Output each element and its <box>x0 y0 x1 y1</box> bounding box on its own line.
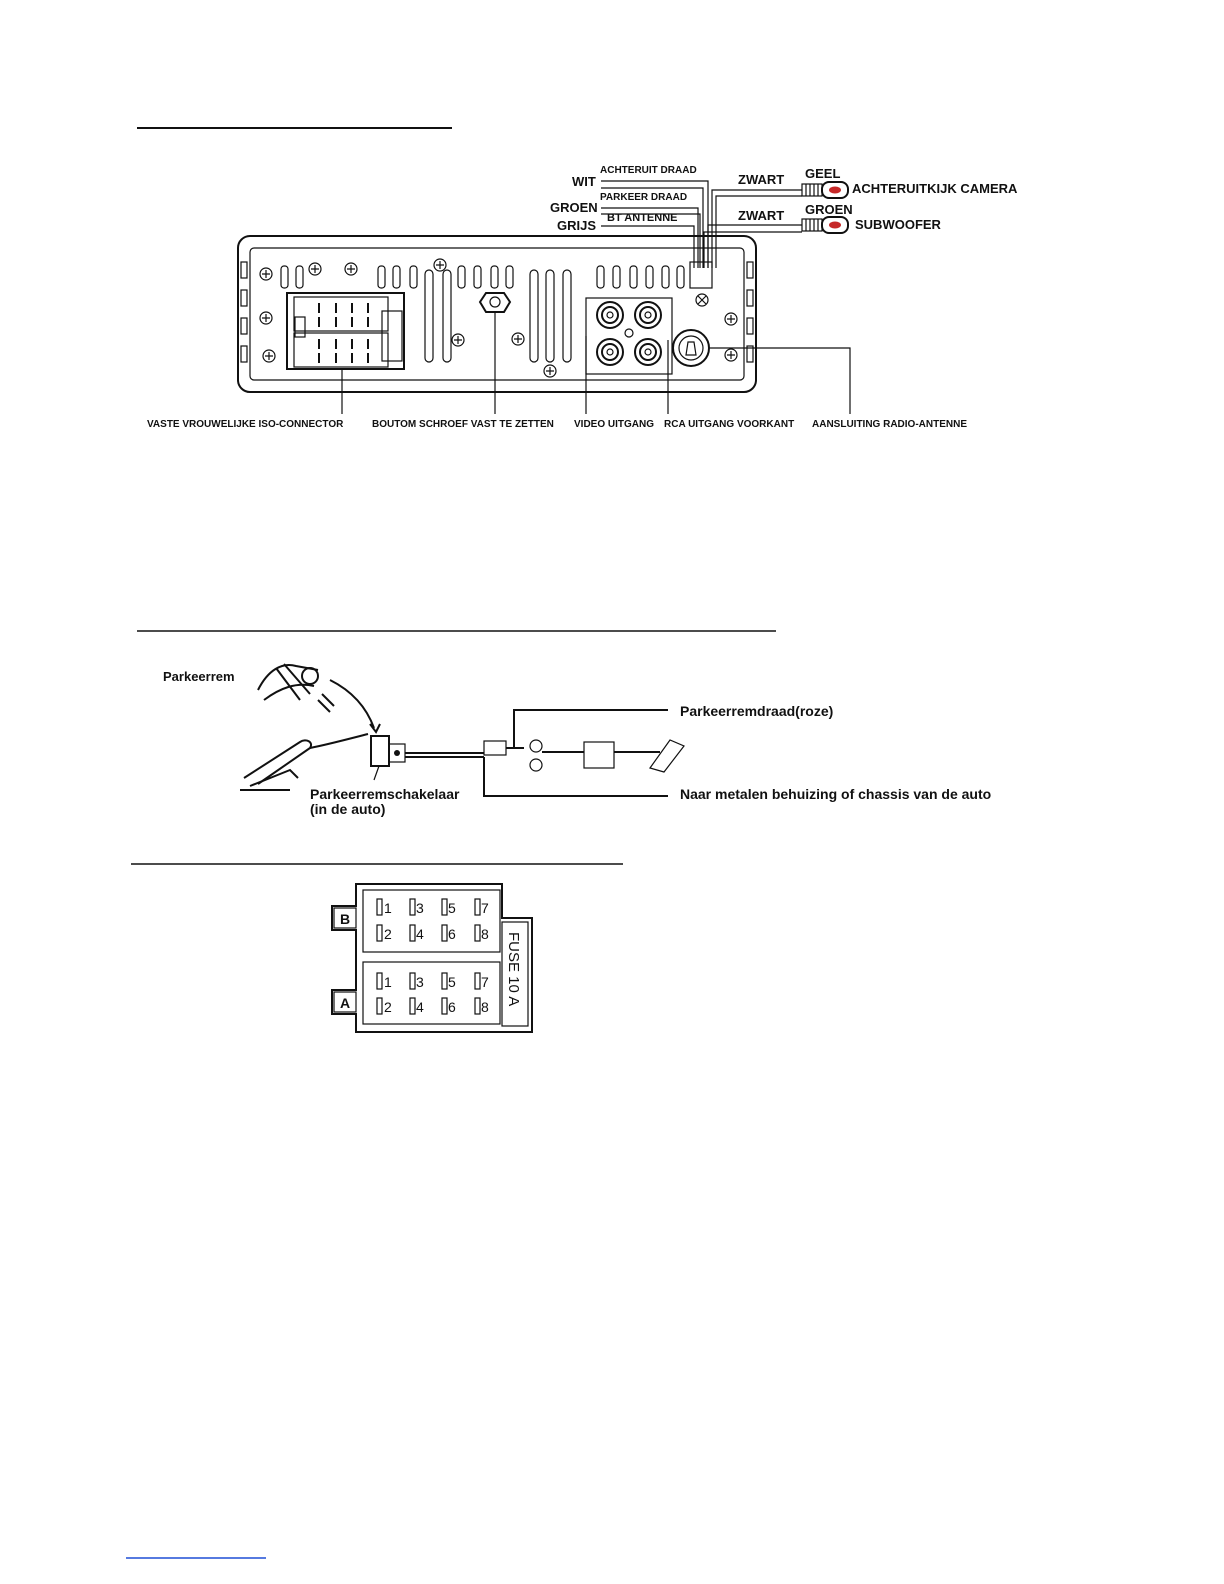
label-antenna: AANSLUITING RADIO-ANTENNE <box>812 419 967 430</box>
label-grijs: GRIJS <box>557 218 597 233</box>
pin-a4: 4 <box>416 999 424 1015</box>
pin-b4: 4 <box>416 926 424 942</box>
pin-b2: 2 <box>384 926 392 942</box>
pin-slots <box>377 899 480 1014</box>
iso-connector <box>287 293 404 369</box>
pin-a1: 1 <box>384 974 392 990</box>
pin-a3: 3 <box>416 974 424 990</box>
pin-b6: 6 <box>448 926 456 942</box>
brake-pedal-illustration <box>258 664 380 732</box>
radio-rear-panel <box>238 236 756 392</box>
brake-wiring <box>405 710 684 796</box>
label-parkeer-draad: PARKEER DRAAD <box>600 192 688 203</box>
label-geel: GEEL <box>805 166 841 181</box>
pin-a7: 7 <box>481 974 489 990</box>
pin-b8: 8 <box>481 926 489 942</box>
label-rca-output: RCA UITGANG VOORKANT <box>664 419 795 430</box>
label-fuse: FUSE 10 A <box>505 932 522 1007</box>
label-chassis: Naar metalen behuizing of chassis van de auto <box>680 786 992 802</box>
label-connector-a: A <box>340 995 351 1011</box>
label-screw: BOUTOM SCHROEF VAST TE ZETTEN <box>372 419 554 430</box>
label-video-output: VIDEO UITGANG <box>574 419 655 430</box>
wire-bundle-exit <box>690 262 712 288</box>
pin-b5: 5 <box>448 900 456 916</box>
pin-a6: 6 <box>448 999 456 1015</box>
label-subwoofer: SUBWOOFER <box>855 217 941 232</box>
label-zwart-bottom: ZWART <box>738 208 785 223</box>
label-connector-b: B <box>340 911 351 927</box>
label-achteruit-draad: ACHTERUIT DRAAD <box>600 165 697 176</box>
handbrake-illustration <box>240 734 368 790</box>
pin-b3: 3 <box>416 900 424 916</box>
label-switch-line2: (in de auto) <box>310 801 386 817</box>
pin-a2: 2 <box>384 999 392 1015</box>
pin-a8: 8 <box>481 999 489 1015</box>
mounting-bolt <box>480 293 510 312</box>
label-groen-rca: GROEN <box>805 202 853 217</box>
pin-a5: 5 <box>448 974 456 990</box>
iso-pinout-diagram <box>332 884 532 1032</box>
label-wit: WIT <box>572 174 596 189</box>
rca-plug-subwoofer <box>802 217 848 233</box>
label-parkeerrem: Parkeerrem <box>163 669 235 684</box>
label-iso-connector: VASTE VROUWELIJKE ISO-CONNECTOR <box>147 419 344 430</box>
antenna-socket <box>673 330 709 366</box>
brake-switch <box>371 736 405 780</box>
rca-plug-camera <box>802 182 848 198</box>
label-bt-antenne: BT ANTENNE <box>607 212 678 224</box>
pin-b7: 7 <box>481 900 489 916</box>
label-pink-wire: Parkeerremdraad(roze) <box>680 703 834 719</box>
rca-jacks <box>586 298 672 374</box>
pin-b1: 1 <box>384 900 392 916</box>
label-switch-line1: Parkeerremschakelaar <box>310 786 460 802</box>
label-groen-wire: GROEN <box>550 200 598 215</box>
label-zwart-top: ZWART <box>738 172 785 187</box>
label-achteruitkijk-camera: ACHTERUITKIJK CAMERA <box>852 181 1018 196</box>
leader-lines-bottom <box>342 312 850 414</box>
